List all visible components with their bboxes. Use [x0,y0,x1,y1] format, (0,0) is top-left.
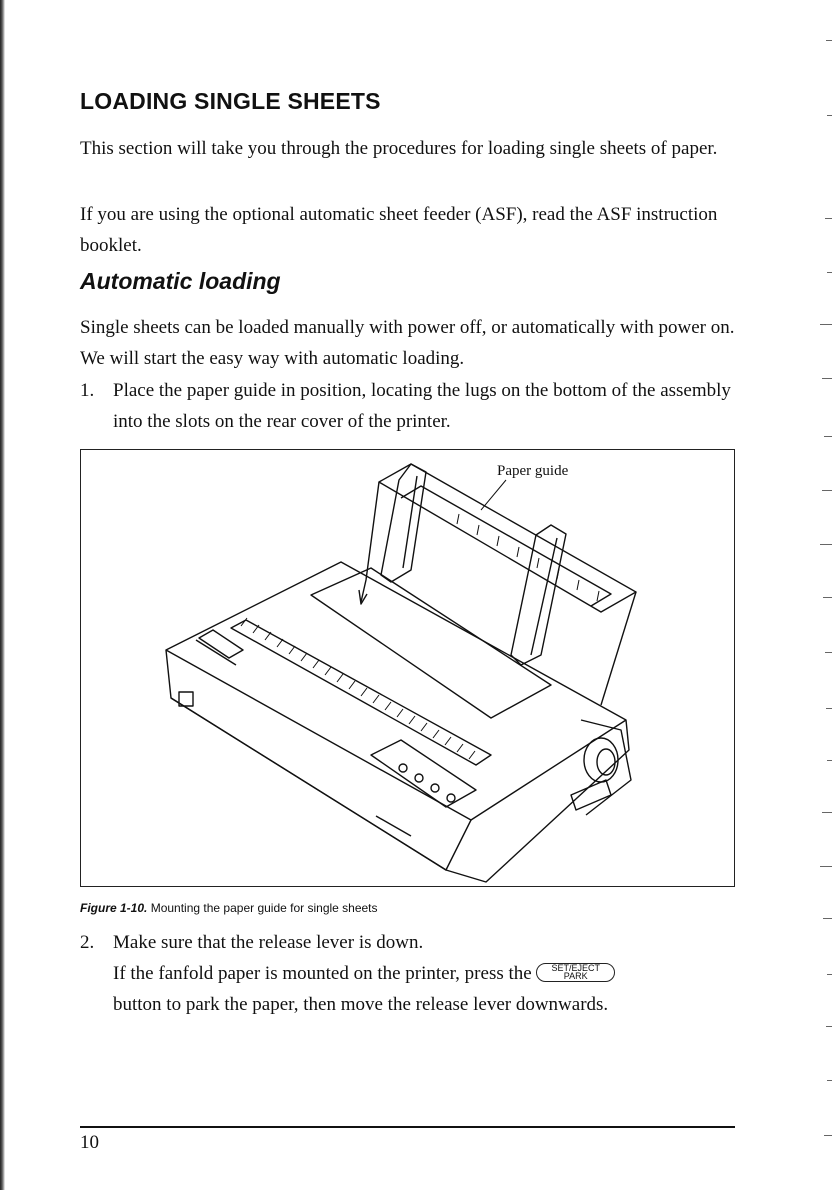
panel-button-4 [447,794,455,802]
footer-rule [80,1126,735,1128]
section-heading: LOADING SINGLE SHEETS [80,88,381,114]
printer-illustration [81,450,736,888]
panel-button-2 [415,774,423,782]
panel-button-1 [399,764,407,772]
page-number: 10 [80,1132,99,1153]
front-slot [376,816,411,836]
set-eject-park-key-icon [536,963,615,982]
printer-top-edge [166,650,626,820]
side-cover [581,720,631,815]
figure-caption-text: Mounting the paper guide for single sheets [150,901,378,915]
step-2-number: 2. [80,932,95,953]
figure-caption [80,901,378,915]
right-guide-arm [511,525,566,665]
step-1 [80,375,740,437]
left-guide-arm-inner [403,476,417,568]
printer-body-outline [166,562,629,882]
step-2 [80,927,740,1020]
step-1-number: 1. [80,380,95,401]
step-2-line-3: button to park the paper, then move the release lever downwards. [113,994,609,1015]
automatic-loading-paragraph: Single sheets can be loaded manually with power off, or automatically with power on. We will start the easy way with automatic loading. [80,317,735,369]
label-leader-line [481,480,506,510]
paper-guide-label: Paper guide [497,463,569,479]
asf-paragraph: If you are using the optional automatic sheet feeder (ASF), read the ASF instruction booklet. [80,204,718,256]
panel-button-3 [431,784,439,792]
printer-window [196,640,236,665]
step-2-line-2-text: If the fanfold paper is mounted on the printer, press the [113,963,532,984]
intro-paragraph: This section will take you through the procedures for loading single sheets of paper. [80,138,718,159]
step-1-text: Place the paper guide in position, locating the lugs on the bottom of the assembly into the slots on the rear cover of the printer. [113,380,731,432]
figure-number: Figure 1-10. [80,901,148,915]
subsection-heading: Automatic loading [80,268,281,294]
step-2-line-2 [113,958,740,989]
paper-guide-ticks [457,514,599,601]
scan-edge [0,0,5,1190]
paper-guide-inner [401,486,611,606]
scan-margin-marks [810,0,840,1190]
printer-inner-panel [311,568,551,718]
key-top-label: SET/EJECT [551,963,600,974]
key-bottom-label: PARK [563,971,588,982]
printer-window-box [199,630,243,658]
paper-guide-panel [379,464,636,612]
platen-strip [231,620,491,765]
guide-leg-left [361,482,379,602]
figure-frame [80,449,735,887]
platen-hatching [241,618,475,759]
step-2-line-1: Make sure that the release lever is down. [113,932,424,953]
